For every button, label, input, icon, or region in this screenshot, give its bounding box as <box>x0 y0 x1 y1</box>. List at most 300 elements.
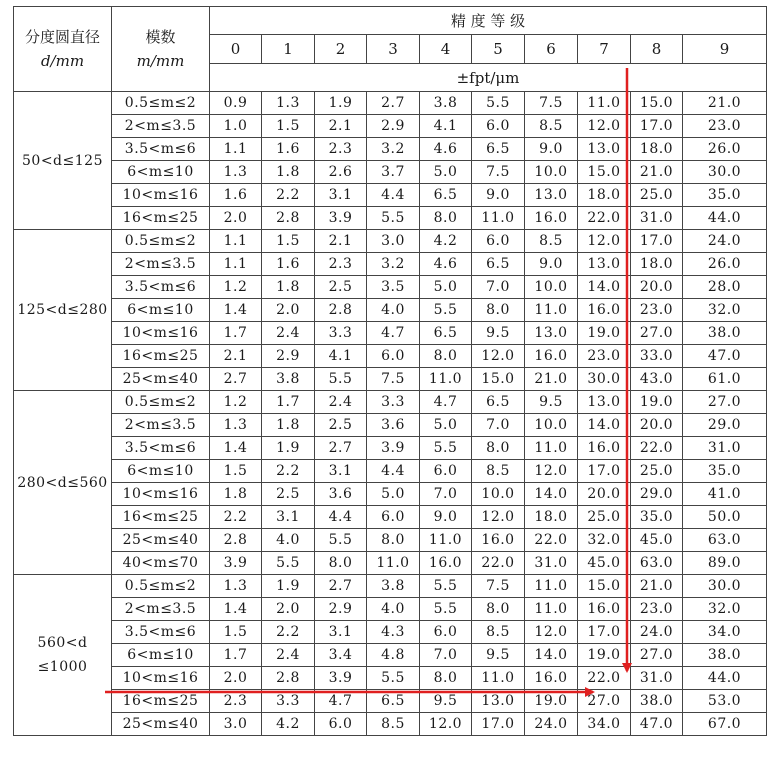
tolerance-value-cell: 33.0 <box>631 345 683 368</box>
tolerance-value-cell: 24.0 <box>631 621 683 644</box>
tolerance-value-cell: 3.9 <box>315 207 367 230</box>
tolerance-value-cell: 19.0 <box>578 644 631 667</box>
table-row <box>14 253 767 276</box>
tolerance-value-cell: 8.0 <box>315 552 367 575</box>
tolerance-value-cell: 3.9 <box>367 437 420 460</box>
tolerance-value-cell: 2.9 <box>315 598 367 621</box>
tolerance-value-cell: 1.3 <box>210 414 262 437</box>
tolerance-value-cell: 10.0 <box>525 161 578 184</box>
tolerance-value-cell: 8.0 <box>472 299 525 322</box>
tolerance-value-cell: 2.1 <box>315 115 367 138</box>
tolerance-value-cell: 3.1 <box>315 460 367 483</box>
table-row <box>14 115 767 138</box>
tolerance-value-cell: 1.5 <box>210 621 262 644</box>
tolerance-value-cell: 32.0 <box>578 529 631 552</box>
module-range-cell: 10<m≤16 <box>112 667 210 690</box>
tolerance-value-cell: 53.0 <box>683 690 767 713</box>
tolerance-value-cell: 3.1 <box>262 506 315 529</box>
table-row <box>14 552 767 575</box>
tolerance-value-cell: 8.0 <box>420 207 472 230</box>
tolerance-value-cell: 2.2 <box>210 506 262 529</box>
tolerance-value-cell: 9.0 <box>525 253 578 276</box>
module-range-cell: 25<m≤40 <box>112 368 210 391</box>
table-row <box>14 437 767 460</box>
tolerance-value-cell: 31.0 <box>525 552 578 575</box>
tolerance-value-cell: 5.5 <box>420 575 472 598</box>
tolerance-value-cell: 2.6 <box>315 161 367 184</box>
grade-header-3: 3 <box>367 35 420 64</box>
table-row <box>14 184 767 207</box>
tolerance-value-cell: 38.0 <box>631 690 683 713</box>
tolerance-value-cell: 27.0 <box>578 690 631 713</box>
tolerance-value-cell: 38.0 <box>683 644 767 667</box>
diameter-range-cell: 125<d≤280 <box>14 230 112 391</box>
table-row <box>14 575 767 598</box>
tolerance-value-cell: 17.0 <box>578 621 631 644</box>
module-range-cell: 16<m≤25 <box>112 506 210 529</box>
tolerance-value-cell: 1.5 <box>262 115 315 138</box>
tolerance-value-cell: 4.1 <box>315 345 367 368</box>
grade-title: 精 度 等 级 <box>210 7 767 35</box>
tolerance-value-cell: 16.0 <box>420 552 472 575</box>
tolerance-value-cell: 1.1 <box>210 138 262 161</box>
tolerance-value-cell: 14.0 <box>525 644 578 667</box>
tolerance-value-cell: 13.0 <box>578 253 631 276</box>
tolerance-value-cell: 10.0 <box>525 276 578 299</box>
tolerance-value-cell: 1.9 <box>315 92 367 115</box>
module-range-cell: 0.5≤m≤2 <box>112 575 210 598</box>
table-row <box>14 690 767 713</box>
tolerance-value-cell: 1.4 <box>210 299 262 322</box>
tolerance-value-cell: 13.0 <box>472 690 525 713</box>
module-range-cell: 10<m≤16 <box>112 184 210 207</box>
tolerance-value-cell: 2.4 <box>262 644 315 667</box>
tolerance-value-cell: 5.5 <box>262 552 315 575</box>
tolerance-table-container <box>13 6 742 770</box>
module-header <box>112 7 210 92</box>
tolerance-value-cell: 8.5 <box>472 621 525 644</box>
tolerance-value-cell: 16.0 <box>578 437 631 460</box>
tolerance-value-cell: 4.6 <box>420 138 472 161</box>
diameter-header <box>14 7 112 92</box>
tolerance-value-cell: 14.0 <box>578 414 631 437</box>
unit-note: ±fpt/μm <box>210 64 767 92</box>
tolerance-value-cell: 11.0 <box>578 92 631 115</box>
module-range-cell: 0.5≤m≤2 <box>112 230 210 253</box>
tolerance-value-cell: 31.0 <box>631 207 683 230</box>
tolerance-value-cell: 11.0 <box>525 437 578 460</box>
tolerance-value-cell: 5.0 <box>367 483 420 506</box>
module-header-unit: m/mm <box>136 52 185 70</box>
table-row <box>14 598 767 621</box>
tolerance-value-cell: 3.5 <box>367 276 420 299</box>
tolerance-value-cell: 8.5 <box>472 460 525 483</box>
tolerance-value-cell: 19.0 <box>525 690 578 713</box>
tolerance-value-cell: 18.0 <box>578 184 631 207</box>
tolerance-value-cell: 3.8 <box>262 368 315 391</box>
tolerance-value-cell: 1.4 <box>210 437 262 460</box>
tolerance-value-cell: 0.9 <box>210 92 262 115</box>
tolerance-value-cell: 3.8 <box>367 575 420 598</box>
table-row <box>14 621 767 644</box>
diameter-header-label: 分度圆直径 <box>24 28 100 46</box>
tolerance-value-cell: 17.0 <box>578 460 631 483</box>
tolerance-value-cell: 3.3 <box>367 391 420 414</box>
tolerance-value-cell: 27.0 <box>631 644 683 667</box>
tolerance-value-cell: 20.0 <box>578 483 631 506</box>
tolerance-value-cell: 25.0 <box>631 460 683 483</box>
tolerance-value-cell: 24.0 <box>525 713 578 736</box>
tolerance-value-cell: 2.5 <box>315 414 367 437</box>
tolerance-value-cell: 16.0 <box>525 667 578 690</box>
tolerance-value-cell: 9.5 <box>420 690 472 713</box>
tolerance-value-cell: 1.6 <box>210 184 262 207</box>
diameter-range-cell: 280<d≤560 <box>14 391 112 575</box>
tolerance-value-cell: 2.5 <box>315 276 367 299</box>
tolerance-value-cell: 5.5 <box>472 92 525 115</box>
tolerance-value-cell: 7.5 <box>525 92 578 115</box>
tolerance-value-cell: 7.0 <box>420 483 472 506</box>
tolerance-value-cell: 5.5 <box>367 207 420 230</box>
module-range-cell: 0.5≤m≤2 <box>112 92 210 115</box>
tolerance-value-cell: 2.7 <box>367 92 420 115</box>
tolerance-value-cell: 20.0 <box>631 414 683 437</box>
tolerance-value-cell: 2.0 <box>210 207 262 230</box>
grade-header-7: 7 <box>578 35 631 64</box>
tolerance-value-cell: 15.0 <box>472 368 525 391</box>
tolerance-value-cell: 7.5 <box>472 161 525 184</box>
tolerance-value-cell: 14.0 <box>578 276 631 299</box>
tolerance-value-cell: 2.9 <box>367 115 420 138</box>
grade-header-8: 8 <box>631 35 683 64</box>
tolerance-value-cell: 1.2 <box>210 391 262 414</box>
tolerance-value-cell: 32.0 <box>683 598 767 621</box>
tolerance-value-cell: 8.5 <box>525 230 578 253</box>
tolerance-value-cell: 17.0 <box>631 115 683 138</box>
tolerance-value-cell: 1.8 <box>262 276 315 299</box>
tolerance-value-cell: 10.0 <box>472 483 525 506</box>
tolerance-value-cell: 4.0 <box>262 529 315 552</box>
tolerance-value-cell: 35.0 <box>683 184 767 207</box>
diameter-header-unit: d/mm <box>40 52 85 70</box>
tolerance-value-cell: 31.0 <box>631 667 683 690</box>
tolerance-value-cell: 18.0 <box>631 138 683 161</box>
table-row <box>14 230 767 253</box>
table-row <box>14 322 767 345</box>
tolerance-value-cell: 2.1 <box>315 230 367 253</box>
tolerance-value-cell: 22.0 <box>631 437 683 460</box>
tolerance-value-cell: 7.5 <box>472 575 525 598</box>
tolerance-value-cell: 63.0 <box>631 552 683 575</box>
tolerance-value-cell: 1.4 <box>210 598 262 621</box>
tolerance-value-cell: 4.7 <box>367 322 420 345</box>
module-range-cell: 3.5<m≤6 <box>112 276 210 299</box>
tolerance-value-cell: 25.0 <box>578 506 631 529</box>
tolerance-value-cell: 5.5 <box>315 529 367 552</box>
module-range-cell: 16<m≤25 <box>112 207 210 230</box>
tolerance-value-cell: 23.0 <box>631 598 683 621</box>
tolerance-value-cell: 2.4 <box>262 322 315 345</box>
tolerance-value-cell: 1.9 <box>262 437 315 460</box>
tolerance-value-cell: 1.2 <box>210 276 262 299</box>
tolerance-value-cell: 12.0 <box>525 460 578 483</box>
tolerance-value-cell: 2.4 <box>315 391 367 414</box>
tolerance-value-cell: 11.0 <box>472 207 525 230</box>
tolerance-value-cell: 2.2 <box>262 460 315 483</box>
tolerance-value-cell: 4.7 <box>315 690 367 713</box>
tolerance-value-cell: 11.0 <box>420 368 472 391</box>
tolerance-value-cell: 47.0 <box>631 713 683 736</box>
tolerance-value-cell: 47.0 <box>683 345 767 368</box>
tolerance-value-cell: 1.8 <box>210 483 262 506</box>
tolerance-value-cell: 13.0 <box>578 391 631 414</box>
module-range-cell: 6<m≤10 <box>112 299 210 322</box>
tolerance-value-cell: 21.0 <box>631 161 683 184</box>
tolerance-value-cell: 17.0 <box>631 230 683 253</box>
tolerance-value-cell: 4.4 <box>367 184 420 207</box>
tolerance-value-cell: 12.0 <box>578 115 631 138</box>
tolerance-value-cell: 1.8 <box>262 414 315 437</box>
tolerance-value-cell: 2.7 <box>315 437 367 460</box>
tolerance-value-cell: 2.5 <box>262 483 315 506</box>
tolerance-value-cell: 30.0 <box>683 575 767 598</box>
tolerance-value-cell: 13.0 <box>525 184 578 207</box>
tolerance-value-cell: 6.5 <box>420 322 472 345</box>
tolerance-value-cell: 4.4 <box>367 460 420 483</box>
table-row <box>14 391 767 414</box>
tolerance-value-cell: 12.0 <box>472 506 525 529</box>
tolerance-value-cell: 41.0 <box>683 483 767 506</box>
tolerance-value-cell: 8.0 <box>420 345 472 368</box>
tolerance-value-cell: 21.0 <box>631 575 683 598</box>
tolerance-value-cell: 10.0 <box>525 414 578 437</box>
tolerance-value-cell: 1.1 <box>210 253 262 276</box>
tolerance-value-cell: 63.0 <box>683 529 767 552</box>
tolerance-value-cell: 5.0 <box>420 161 472 184</box>
tolerance-value-cell: 45.0 <box>631 529 683 552</box>
module-range-cell: 3.5<m≤6 <box>112 437 210 460</box>
tolerance-value-cell: 4.2 <box>420 230 472 253</box>
tolerance-value-cell: 30.0 <box>683 161 767 184</box>
tolerance-value-cell: 29.0 <box>683 414 767 437</box>
tolerance-value-cell: 23.0 <box>683 115 767 138</box>
diameter-range-line2: ≤1000 <box>37 659 88 675</box>
tolerance-value-cell: 3.3 <box>315 322 367 345</box>
tolerance-value-cell: 2.9 <box>262 345 315 368</box>
module-range-cell: 6<m≤10 <box>112 644 210 667</box>
module-range-cell: 3.5<m≤6 <box>112 138 210 161</box>
tolerance-value-cell: 12.0 <box>420 713 472 736</box>
tolerance-value-cell: 7.5 <box>367 368 420 391</box>
table-body <box>14 92 767 736</box>
tolerance-value-cell: 2.3 <box>315 138 367 161</box>
tolerance-value-cell: 6.0 <box>472 115 525 138</box>
module-range-cell: 25<m≤40 <box>112 529 210 552</box>
tolerance-value-cell: 8.0 <box>472 598 525 621</box>
tolerance-value-cell: 5.0 <box>420 276 472 299</box>
tolerance-value-cell: 14.0 <box>525 483 578 506</box>
tolerance-value-cell: 2.3 <box>210 690 262 713</box>
grade-header-2: 2 <box>315 35 367 64</box>
tolerance-value-cell: 11.0 <box>367 552 420 575</box>
tolerance-value-cell: 2.2 <box>262 184 315 207</box>
tolerance-value-cell: 2.7 <box>210 368 262 391</box>
tolerance-value-cell: 12.0 <box>525 621 578 644</box>
tolerance-value-cell: 38.0 <box>683 322 767 345</box>
tolerance-value-cell: 1.0 <box>210 115 262 138</box>
tolerance-value-cell: 15.0 <box>578 161 631 184</box>
grade-header-4: 4 <box>420 35 472 64</box>
module-range-cell: 6<m≤10 <box>112 161 210 184</box>
module-range-cell: 16<m≤25 <box>112 345 210 368</box>
table-row <box>14 368 767 391</box>
tolerance-value-cell: 24.0 <box>683 230 767 253</box>
tolerance-value-cell: 22.0 <box>472 552 525 575</box>
tolerance-value-cell: 61.0 <box>683 368 767 391</box>
tolerance-value-cell: 9.0 <box>420 506 472 529</box>
tolerance-value-cell: 2.8 <box>315 299 367 322</box>
table-row <box>14 276 767 299</box>
tolerance-value-cell: 1.3 <box>262 92 315 115</box>
tolerance-value-cell: 26.0 <box>683 253 767 276</box>
module-range-cell: 10<m≤16 <box>112 322 210 345</box>
tolerance-value-cell: 19.0 <box>578 322 631 345</box>
tolerance-value-cell: 29.0 <box>631 483 683 506</box>
module-range-cell: 2<m≤3.5 <box>112 414 210 437</box>
tolerance-value-cell: 2.0 <box>210 667 262 690</box>
tolerance-value-cell: 2.0 <box>262 299 315 322</box>
tolerance-value-cell: 43.0 <box>631 368 683 391</box>
tolerance-value-cell: 2.2 <box>262 621 315 644</box>
tolerance-value-cell: 12.0 <box>578 230 631 253</box>
tolerance-value-cell: 21.0 <box>525 368 578 391</box>
tolerance-value-cell: 34.0 <box>578 713 631 736</box>
grade-header-9: 9 <box>683 35 767 64</box>
tolerance-value-cell: 9.5 <box>472 322 525 345</box>
tolerance-value-cell: 5.5 <box>420 598 472 621</box>
tolerance-value-cell: 30.0 <box>578 368 631 391</box>
table-row <box>14 506 767 529</box>
grade-header-6: 6 <box>525 35 578 64</box>
tolerance-value-cell: 3.1 <box>315 184 367 207</box>
tolerance-value-cell: 31.0 <box>683 437 767 460</box>
tolerance-value-cell: 11.0 <box>525 299 578 322</box>
tolerance-value-cell: 25.0 <box>631 184 683 207</box>
tolerance-value-cell: 4.4 <box>315 506 367 529</box>
tolerance-value-cell: 1.7 <box>210 322 262 345</box>
tolerance-value-cell: 18.0 <box>631 253 683 276</box>
tolerance-value-cell: 5.5 <box>420 299 472 322</box>
tolerance-value-cell: 17.0 <box>472 713 525 736</box>
tolerance-value-cell: 3.4 <box>315 644 367 667</box>
tolerance-value-cell: 3.9 <box>315 667 367 690</box>
tolerance-value-cell: 2.1 <box>210 345 262 368</box>
table-row <box>14 644 767 667</box>
tolerance-value-cell: 3.7 <box>367 161 420 184</box>
module-range-cell: 6<m≤10 <box>112 460 210 483</box>
tolerance-value-cell: 22.0 <box>525 529 578 552</box>
tolerance-value-cell: 23.0 <box>578 345 631 368</box>
table-row <box>14 138 767 161</box>
diameter-range-line1: 560<d <box>37 635 88 651</box>
tolerance-value-cell: 4.8 <box>367 644 420 667</box>
tolerance-value-cell: 2.7 <box>315 575 367 598</box>
tolerance-value-cell: 9.5 <box>472 644 525 667</box>
tolerance-value-cell: 1.3 <box>210 575 262 598</box>
tolerance-value-cell: 35.0 <box>631 506 683 529</box>
tolerance-value-cell: 6.5 <box>472 253 525 276</box>
tolerance-value-cell: 1.6 <box>262 138 315 161</box>
tolerance-value-cell: 1.5 <box>210 460 262 483</box>
tolerance-value-cell: 3.0 <box>210 713 262 736</box>
tolerance-value-cell: 5.0 <box>420 414 472 437</box>
tolerance-value-cell: 8.0 <box>420 667 472 690</box>
tolerance-value-cell: 11.0 <box>525 598 578 621</box>
table-row <box>14 529 767 552</box>
diameter-range-cell <box>14 575 112 736</box>
tolerance-value-cell: 1.8 <box>262 161 315 184</box>
tolerance-value-cell: 3.3 <box>262 690 315 713</box>
table-row <box>14 92 767 115</box>
tolerance-value-cell: 11.0 <box>420 529 472 552</box>
tolerance-value-cell: 6.0 <box>420 621 472 644</box>
tolerance-value-cell: 5.5 <box>420 437 472 460</box>
module-range-cell: 2<m≤3.5 <box>112 253 210 276</box>
tolerance-value-cell: 8.5 <box>525 115 578 138</box>
tolerance-value-cell: 7.0 <box>420 644 472 667</box>
tolerance-value-cell: 4.7 <box>420 391 472 414</box>
tolerance-value-cell: 11.0 <box>525 575 578 598</box>
tolerance-value-cell: 2.8 <box>210 529 262 552</box>
tolerance-value-cell: 34.0 <box>683 621 767 644</box>
table-row <box>14 414 767 437</box>
tolerance-value-cell: 19.0 <box>631 391 683 414</box>
module-range-cell: 2<m≤3.5 <box>112 598 210 621</box>
tolerance-value-cell: 4.1 <box>420 115 472 138</box>
tolerance-value-cell: 2.8 <box>262 207 315 230</box>
tolerance-value-cell: 9.0 <box>525 138 578 161</box>
tolerance-value-cell: 1.5 <box>262 230 315 253</box>
tolerance-value-cell: 6.5 <box>420 184 472 207</box>
tolerance-value-cell: 22.0 <box>578 207 631 230</box>
diameter-range-cell: 50<d≤125 <box>14 92 112 230</box>
tolerance-value-cell: 3.6 <box>367 414 420 437</box>
tolerance-value-cell: 13.0 <box>578 138 631 161</box>
tolerance-value-cell: 15.0 <box>631 92 683 115</box>
tolerance-value-cell: 44.0 <box>683 207 767 230</box>
tolerance-value-cell: 2.3 <box>315 253 367 276</box>
tolerance-value-cell: 6.0 <box>315 713 367 736</box>
tolerance-value-cell: 9.0 <box>472 184 525 207</box>
module-range-cell: 2<m≤3.5 <box>112 115 210 138</box>
tolerance-value-cell: 1.6 <box>262 253 315 276</box>
tolerance-value-cell: 21.0 <box>683 92 767 115</box>
tolerance-value-cell: 89.0 <box>683 552 767 575</box>
tolerance-value-cell: 3.9 <box>210 552 262 575</box>
table-row <box>14 299 767 322</box>
tolerance-value-cell: 6.0 <box>420 460 472 483</box>
table-row <box>14 667 767 690</box>
tolerance-value-cell: 4.3 <box>367 621 420 644</box>
tolerance-value-cell: 1.3 <box>210 161 262 184</box>
tolerance-value-cell: 16.0 <box>578 598 631 621</box>
tolerance-value-cell: 8.5 <box>367 713 420 736</box>
tolerance-value-cell: 13.0 <box>525 322 578 345</box>
tolerance-value-cell: 1.1 <box>210 230 262 253</box>
module-header-label: 模数 <box>145 28 176 46</box>
tolerance-value-cell: 27.0 <box>631 322 683 345</box>
tolerance-value-cell: 32.0 <box>683 299 767 322</box>
